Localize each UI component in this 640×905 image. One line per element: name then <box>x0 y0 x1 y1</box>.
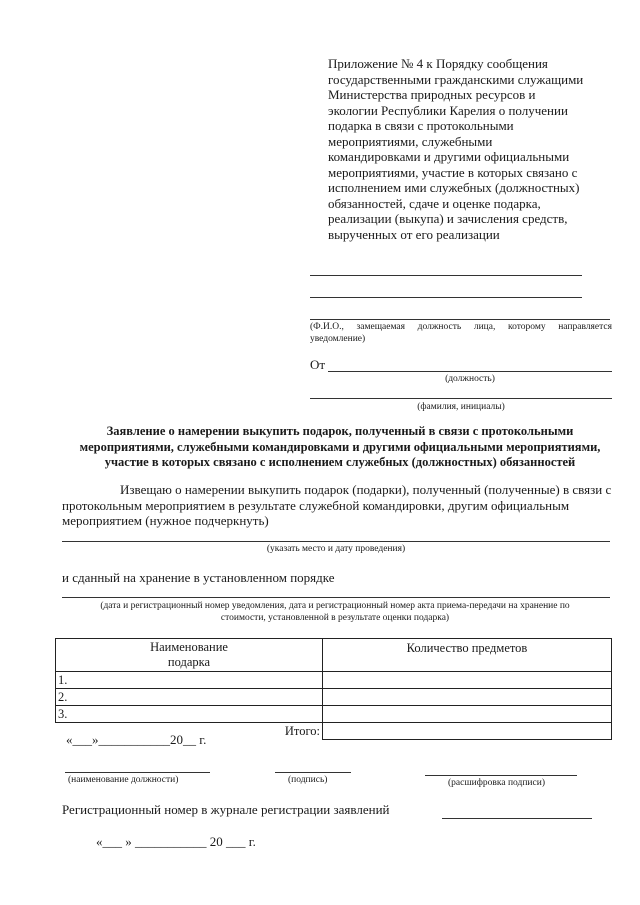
annex-line: подарка в связи с протокольными <box>328 118 514 133</box>
body-line: протокольным мероприятием в результате служебной командировки, другим официальным <box>62 497 570 513</box>
header-gift-name: Наименование подарка <box>56 639 323 672</box>
name-caption: (фамилия, инициалы) <box>417 402 505 412</box>
annex-line: обязанностей, сдаче и оценке подарка, <box>328 195 541 211</box>
decoding-caption: (расшифровка подписи) <box>448 778 545 788</box>
place-field[interactable] <box>62 541 610 542</box>
table-row[interactable] <box>56 706 612 723</box>
decoding-field[interactable] <box>425 775 577 776</box>
storage-caption-line: (дата и регистрационный номер уведомления, дата и регистрационный номер акта приема-передачи на хранение по <box>100 601 570 611</box>
bottom-date-line[interactable]: «___ » ___________ 20 ___ г. <box>96 834 256 849</box>
total-quantity[interactable] <box>323 723 612 740</box>
date-line[interactable]: «___»___________20__ г. <box>66 732 207 747</box>
recipient-line-3[interactable] <box>310 319 610 320</box>
storage-caption-line: стоимости, установленной в результате оценки подарка) <box>220 613 450 623</box>
position-signature-caption: (наименование должности) <box>68 775 179 785</box>
position-caption: (должность) <box>445 374 495 384</box>
row-quantity[interactable] <box>323 689 612 706</box>
annex-line: государственными гражданскими служащими <box>328 71 584 87</box>
signature-field[interactable] <box>275 772 351 773</box>
annex-header <box>328 56 613 242</box>
annex-line: Министерства природных ресурсов и <box>328 87 536 102</box>
row-quantity[interactable] <box>323 672 612 689</box>
row-number[interactable]: 3. <box>56 706 323 723</box>
recipient-line-1[interactable] <box>310 275 582 276</box>
place-caption: (указать место и дату проведения) <box>266 544 406 554</box>
total-label: Итого: <box>56 723 323 740</box>
body-text <box>62 482 612 529</box>
title-line: участие в которых связано с исполнением служебных (должностных) обязанностей <box>104 455 576 469</box>
table-header-row <box>56 639 612 672</box>
registration-number-field[interactable] <box>442 818 592 819</box>
from-label: От <box>310 357 326 372</box>
storage-caption <box>55 600 615 624</box>
title-line: Заявление о намерении выкупить подарок, полученный в связи с протокольными <box>106 424 574 438</box>
title-line: мероприятиями, служебными командировками и другими официальными мероприятиями, <box>79 439 601 454</box>
annex-line: командировками и другими официальными <box>328 149 570 164</box>
table-row[interactable] <box>56 689 612 706</box>
position-field[interactable] <box>328 371 612 372</box>
annex-line: Приложение № 4 к Порядку сообщения <box>328 56 548 71</box>
annex-line: мероприятиями, участие в которых связано с <box>328 164 578 180</box>
position-signature-field[interactable] <box>65 772 210 773</box>
storage-text: и сданный на хранение в установленном порядке <box>62 570 335 585</box>
annex-line: мероприятиями, служебными <box>328 133 493 149</box>
body-line: мероприятием (нужное подчеркнуть) <box>62 513 269 528</box>
table-row[interactable] <box>56 672 612 689</box>
registration-text: Регистрационный номер в журнале регистрации заявлений <box>62 802 390 817</box>
recipient-caption: (Ф.И.О., замещаемая должность лица, которому направляется уведомление) <box>310 322 612 344</box>
name-field[interactable] <box>310 398 612 399</box>
signature-caption: (подпись) <box>288 775 328 785</box>
annex-line: вырученных от его реализации <box>328 226 500 242</box>
annex-line: исполнением ими служебных (должностных) <box>328 180 580 195</box>
recipient-line-2[interactable] <box>310 297 582 298</box>
annex-line: экологии Республики Карелия о получении <box>328 102 568 118</box>
row-number[interactable]: 1. <box>56 672 323 689</box>
body-line: Извещаю о намерении выкупить подарок (подарки), полученный (полученные) в связи с <box>120 482 612 497</box>
gifts-table <box>55 638 612 740</box>
row-quantity[interactable] <box>323 706 612 723</box>
document-title <box>60 424 620 471</box>
storage-field[interactable] <box>62 597 610 598</box>
header-quantity: Количество предметов <box>323 639 612 672</box>
row-number[interactable]: 2. <box>56 689 323 706</box>
annex-line: реализации (выкупа) и зачисления средств, <box>328 211 568 226</box>
